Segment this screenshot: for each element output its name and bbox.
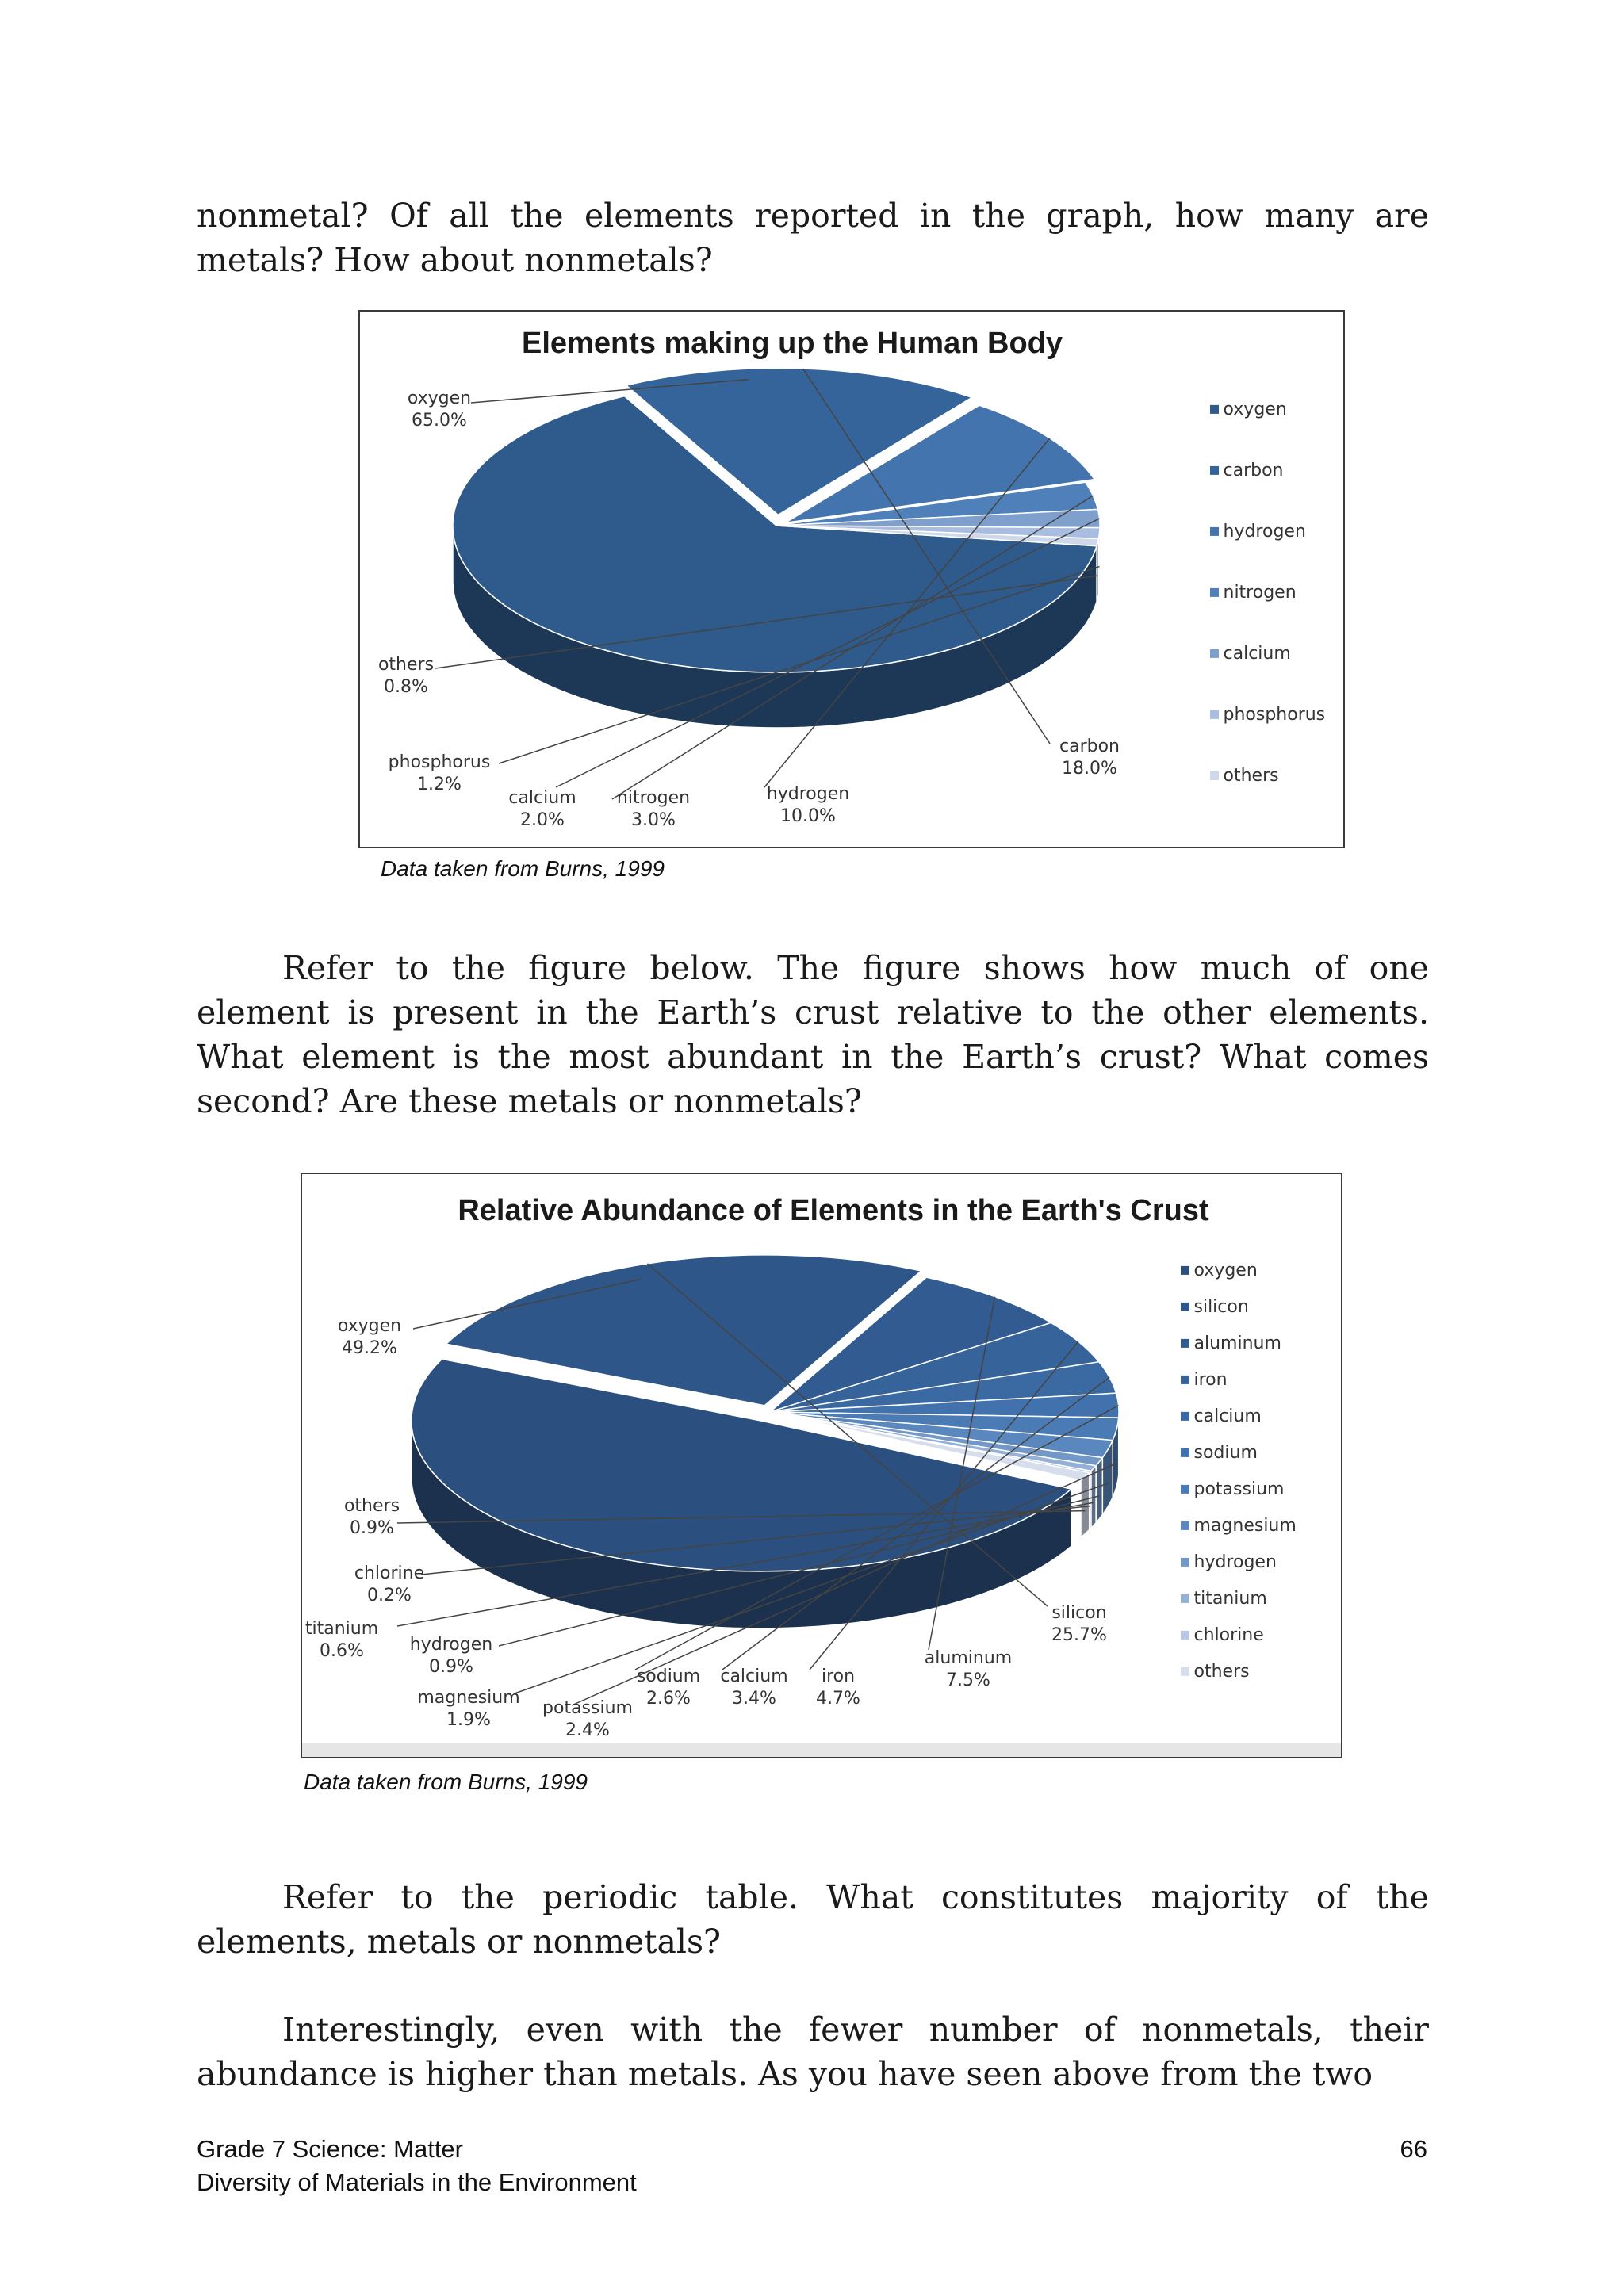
slice-label-value: 0.9% bbox=[350, 1518, 394, 1538]
legend-swatch bbox=[1181, 1667, 1189, 1676]
legend-item: aluminum bbox=[1193, 1334, 1281, 1353]
slice-label-name: calcium bbox=[508, 788, 576, 808]
slice-label-value: 25.7% bbox=[1051, 1625, 1107, 1645]
slice-label-name: oxygen bbox=[337, 1316, 402, 1336]
legend-item: nitrogen bbox=[1223, 583, 1297, 603]
legend-item: oxygen bbox=[1193, 1261, 1258, 1280]
legend-swatch bbox=[1181, 1558, 1189, 1567]
legend-item: phosphorus bbox=[1223, 705, 1326, 725]
legend-swatch bbox=[1181, 1376, 1189, 1384]
slice-label-value: 0.8% bbox=[384, 677, 428, 697]
pie-slice-side-hydrogen bbox=[1096, 1458, 1102, 1523]
paragraph-abundance: Interestingly, even with the fewer number of nonmetals, their abundance is higher than metals. As you have seen above from the two bbox=[197, 2011, 1429, 2093]
slice-label-value: 2.6% bbox=[646, 1689, 691, 1709]
slice-label-value: 65.0% bbox=[412, 411, 467, 430]
slice-label-name: aluminum bbox=[924, 1648, 1013, 1668]
slice-label-name: carbon bbox=[1059, 737, 1120, 756]
legend-item: calcium bbox=[1223, 644, 1291, 664]
slice-label-value: 4.7% bbox=[816, 1689, 860, 1709]
slice-label-name: calcium bbox=[720, 1667, 788, 1686]
legend-item: others bbox=[1223, 766, 1279, 786]
slice-label-name: phosphorus bbox=[388, 752, 491, 772]
legend-swatch bbox=[1210, 466, 1219, 475]
legend-swatch bbox=[1181, 1448, 1189, 1457]
chart-bottom-band bbox=[302, 1743, 1341, 1757]
slice-label-value: 0.2% bbox=[367, 1586, 412, 1605]
slice-label-value: 3.4% bbox=[732, 1689, 776, 1709]
legend-swatch bbox=[1181, 1485, 1189, 1494]
slice-label-value: 3.0% bbox=[631, 810, 676, 830]
legend-swatch bbox=[1210, 649, 1219, 658]
slice-label-value: 0.9% bbox=[429, 1657, 473, 1677]
slice-label-name: hydrogen bbox=[766, 784, 850, 804]
legend-swatch bbox=[1210, 771, 1219, 780]
slice-label-value: 1.2% bbox=[417, 775, 462, 794]
legend-item: chlorine bbox=[1193, 1625, 1264, 1645]
legend-swatch bbox=[1181, 1594, 1189, 1603]
legend-item: potassium bbox=[1193, 1479, 1285, 1499]
legend-swatch bbox=[1181, 1521, 1189, 1530]
slice-label-name: chlorine bbox=[354, 1563, 425, 1583]
legend-swatch bbox=[1210, 405, 1219, 414]
legend-item: sodium bbox=[1193, 1443, 1258, 1463]
slice-label-name: silicon bbox=[1051, 1603, 1107, 1623]
paragraph-earth-crust: Refer to the figure below. The figure shows how much of one element is present in the Earth’s crust relative to the other elements. What element is the most abundant in the Earth’s crust? What comes second? Are these metals or nonmetals? bbox=[197, 949, 1429, 1120]
slice-label-name: nitrogen bbox=[616, 788, 691, 808]
slice-label-name: oxygen bbox=[407, 388, 472, 408]
slice-label-name: others bbox=[377, 655, 435, 675]
slice-label-name: others bbox=[343, 1496, 400, 1516]
paragraph-intro: nonmetal? Of all the elements reported in the graph, how many are metals? How about nonmetals? bbox=[197, 197, 1429, 279]
slice-label-name: potassium bbox=[542, 1698, 633, 1718]
legend-swatch bbox=[1210, 588, 1219, 597]
slice-label-value: 0.6% bbox=[320, 1641, 364, 1661]
legend-item: hydrogen bbox=[1223, 522, 1306, 541]
figure-human-body-chart bbox=[358, 310, 1345, 848]
legend-item: silicon bbox=[1193, 1297, 1249, 1317]
legend-item: magnesium bbox=[1193, 1516, 1297, 1536]
slice-label-name: hydrogen bbox=[409, 1635, 493, 1655]
slice-label-value: 49.2% bbox=[342, 1338, 397, 1358]
slice-label-name: iron bbox=[821, 1667, 856, 1686]
slice-label-value: 10.0% bbox=[780, 806, 836, 826]
page-number: 66 bbox=[1400, 2135, 1427, 2163]
legend-item: hydrogen bbox=[1193, 1552, 1277, 1572]
slice-label-value: 18.0% bbox=[1062, 759, 1117, 779]
slice-label-value: 7.5% bbox=[946, 1670, 990, 1690]
paragraph-periodic-table: Refer to the periodic table. What constitutes majority of the elements, metals or nonmetals? bbox=[197, 1878, 1429, 1961]
chart-title: Elements making up the Human Body bbox=[522, 327, 1063, 360]
footer-left bbox=[197, 2133, 637, 2199]
legend-swatch bbox=[1210, 527, 1219, 536]
footer-module: Diversity of Materials in the Environment bbox=[197, 2168, 637, 2196]
legend-swatch bbox=[1181, 1631, 1189, 1640]
legend-item: oxygen bbox=[1223, 400, 1287, 419]
legend-item: carbon bbox=[1223, 461, 1284, 480]
legend-item: titanium bbox=[1193, 1589, 1267, 1609]
slice-label-name: titanium bbox=[304, 1619, 379, 1639]
slice-label-name: sodium bbox=[636, 1667, 701, 1686]
chart-title: Relative Abundance of Elements in the Earth's Crust bbox=[458, 1194, 1209, 1227]
slice-label-value: 2.0% bbox=[520, 810, 565, 830]
figure-caption: Data taken from Burns, 1999 bbox=[381, 856, 665, 881]
legend-swatch bbox=[1210, 710, 1219, 719]
slice-label-name: magnesium bbox=[417, 1688, 520, 1708]
human-body-pie-chart bbox=[360, 312, 1343, 847]
figure-earth-crust-chart bbox=[301, 1173, 1342, 1758]
slice-label-value: 1.9% bbox=[446, 1710, 491, 1730]
figure-caption: Data taken from Burns, 1999 bbox=[304, 1770, 588, 1794]
legend-item: calcium bbox=[1193, 1406, 1262, 1426]
earth-crust-pie-chart bbox=[302, 1174, 1341, 1757]
legend-swatch bbox=[1181, 1303, 1189, 1311]
legend-swatch bbox=[1181, 1266, 1189, 1275]
slice-label-value: 2.4% bbox=[565, 1720, 610, 1740]
legend-item: iron bbox=[1193, 1370, 1228, 1390]
legend-item: others bbox=[1193, 1662, 1250, 1682]
legend-swatch bbox=[1181, 1339, 1189, 1348]
legend-swatch bbox=[1181, 1412, 1189, 1421]
footer-course: Grade 7 Science: Matter bbox=[197, 2135, 463, 2163]
